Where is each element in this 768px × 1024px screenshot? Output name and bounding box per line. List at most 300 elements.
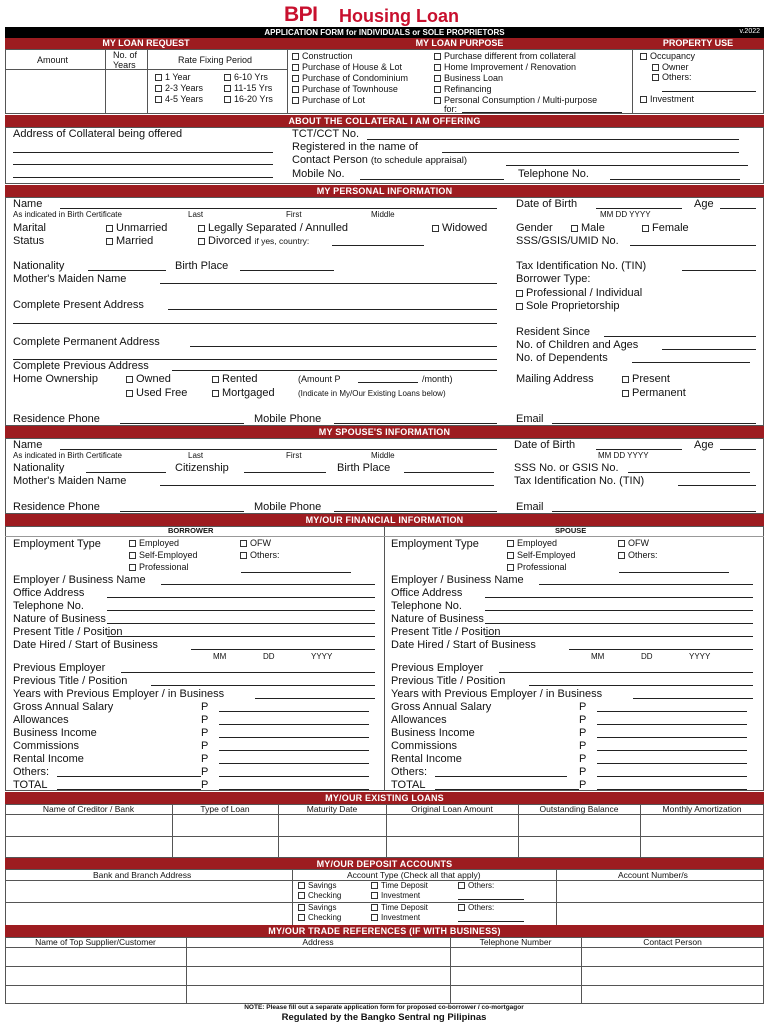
- spouse-employed-opt[interactable]: [507, 538, 557, 549]
- loan-cell[interactable]: [6, 815, 171, 835]
- professional-opt[interactable]: [516, 287, 642, 300]
- divider: [287, 49, 288, 114]
- rate-opt[interactable]: [155, 94, 203, 105]
- deposit-others-label: Others:: [468, 903, 495, 912]
- spouse-birth-place-label: Birth Place: [337, 462, 391, 474]
- checkbox[interactable]: [432, 225, 439, 232]
- checkbox[interactable]: [640, 96, 647, 103]
- widowed-opt[interactable]: [432, 222, 487, 235]
- deposit-time-opt[interactable]: [371, 903, 428, 913]
- present-address-field[interactable]: [168, 309, 497, 310]
- spouse-field-input[interactable]: [485, 610, 753, 611]
- registered-field[interactable]: [442, 152, 739, 153]
- dependents-label: No. of Dependents: [516, 352, 608, 364]
- spouse-emp-type-label: Employment Type: [391, 538, 479, 550]
- checkbox[interactable]: [652, 64, 659, 71]
- checkbox[interactable]: [292, 64, 299, 71]
- purpose-label: Refinancing: [444, 84, 492, 94]
- spouse-yyyy: YYYY: [689, 652, 711, 661]
- borrower-prev-input[interactable]: [151, 685, 375, 686]
- borrower-total-amount[interactable]: [219, 789, 369, 790]
- spouse-income-label: Gross Annual Salary: [391, 701, 492, 713]
- male-label: Male: [581, 222, 605, 234]
- checkbox[interactable]: [240, 552, 247, 559]
- loan-cell[interactable]: [519, 815, 639, 835]
- deposit-checking-opt[interactable]: [298, 891, 341, 901]
- borrower-income-input[interactable]: [219, 724, 369, 725]
- borrower-peso: P: [201, 766, 209, 778]
- spouse-dob-field[interactable]: [596, 449, 682, 450]
- borrower-income-input[interactable]: [219, 711, 369, 712]
- loan-cell[interactable]: [641, 837, 763, 857]
- trade-cell[interactable]: [187, 986, 449, 1003]
- spouse-field-input[interactable]: [485, 623, 753, 624]
- spouse-first: First: [286, 451, 302, 460]
- borrower-total-input[interactable]: [57, 789, 201, 790]
- checkbox[interactable]: [507, 552, 514, 559]
- permanent-opt[interactable]: [622, 387, 686, 400]
- others-opt[interactable]: [652, 72, 692, 83]
- loan-cell[interactable]: [641, 815, 763, 835]
- borrower-dd: DD: [263, 652, 275, 661]
- collateral-address-label: Address of Collateral being offered: [13, 128, 183, 140]
- trade-cell[interactable]: [451, 967, 580, 984]
- permanent-address-field-2[interactable]: [13, 359, 497, 360]
- borrower-prev-input[interactable]: [255, 698, 375, 699]
- spouse-professional-opt[interactable]: [507, 562, 567, 573]
- spouse-others-field[interactable]: [619, 572, 729, 573]
- rate-opt-label: 11-15 Yrs: [234, 83, 273, 93]
- purpose-opt[interactable]: [292, 73, 408, 84]
- checkbox[interactable]: [298, 914, 305, 921]
- spouse-field-input[interactable]: [569, 649, 753, 650]
- loan-cell[interactable]: [279, 837, 385, 857]
- rate-opt[interactable]: [155, 83, 203, 94]
- legally-label: Legally Separated / Annulled: [208, 222, 349, 234]
- deposit-savings-opt[interactable]: [298, 881, 336, 891]
- checkbox[interactable]: [371, 914, 378, 921]
- spouse-income-label: Business Income: [391, 727, 475, 739]
- rate-opt[interactable]: [224, 72, 268, 83]
- spouse-nationality-field[interactable]: [86, 472, 166, 473]
- checkbox[interactable]: [298, 892, 305, 899]
- investment-opt[interactable]: [640, 94, 694, 105]
- checkbox[interactable]: [642, 225, 649, 232]
- deposit-time-label: Time Deposit: [381, 903, 428, 912]
- res-phone-field[interactable]: [120, 423, 244, 424]
- spouse-field-input[interactable]: [485, 636, 753, 637]
- loan-cell[interactable]: [6, 837, 171, 857]
- spouse-self_emp-opt[interactable]: [507, 550, 576, 561]
- female-opt[interactable]: [642, 222, 689, 235]
- resident-since-label: Resident Since: [516, 326, 590, 338]
- form-subtitle: [5, 27, 764, 38]
- personal-header: MY PERSONAL INFORMATION: [5, 185, 764, 197]
- collateral-address-field[interactable]: [13, 164, 273, 165]
- contact-field[interactable]: [506, 165, 748, 166]
- spouse-sss-field[interactable]: [628, 472, 750, 473]
- spouse-income-input[interactable]: [597, 763, 747, 764]
- borrower-field-label: Present Title / Position: [13, 626, 123, 638]
- used-free-opt[interactable]: [126, 387, 187, 400]
- spouse-field-label: Employer / Business Name: [391, 574, 524, 586]
- borrower-income-input[interactable]: [219, 776, 369, 777]
- purpose-label: Construction: [302, 51, 353, 61]
- bank-branch-cell[interactable]: [7, 881, 290, 901]
- deposit-others-field[interactable]: [458, 921, 524, 922]
- rate-opt-label: 2-3 Years: [165, 83, 204, 93]
- deposit-others-opt[interactable]: [458, 903, 494, 913]
- spouse-prev-label: Years with Previous Employer / in Business: [391, 688, 603, 700]
- trade-cell[interactable]: [6, 948, 185, 965]
- borrower-employed-opt[interactable]: [129, 538, 179, 549]
- rent-amount-field[interactable]: [358, 382, 418, 383]
- sole-label: Sole Proprietorship: [526, 300, 620, 312]
- telephone-field[interactable]: [610, 179, 740, 180]
- borrower-field-input[interactable]: [107, 597, 375, 598]
- checkbox[interactable]: [571, 225, 578, 232]
- rented-opt[interactable]: [212, 373, 257, 386]
- loan-cell[interactable]: [173, 837, 277, 857]
- owned-opt[interactable]: [126, 373, 171, 386]
- trade-cell[interactable]: [187, 967, 449, 984]
- loan-cell[interactable]: [173, 815, 277, 835]
- spouse-peso: P: [579, 727, 587, 739]
- purpose-opt[interactable]: [434, 51, 576, 62]
- checkbox[interactable]: [292, 97, 299, 104]
- spouse-email-label: Email: [516, 501, 544, 513]
- telephone-label: Telephone No.: [518, 168, 589, 180]
- others-field[interactable]: [662, 91, 756, 92]
- mortgaged-opt[interactable]: [212, 387, 275, 400]
- spouse-prev-input[interactable]: [633, 698, 753, 699]
- purpose-opt[interactable]: [434, 95, 597, 106]
- trade-cell[interactable]: [6, 986, 185, 1003]
- amount-p: (Amount P: [298, 374, 341, 384]
- years-label-2: Years: [113, 60, 136, 70]
- borrower-emp-type-label: Employment Type: [13, 538, 101, 550]
- dependents-field[interactable]: [632, 362, 750, 363]
- checkbox[interactable]: [212, 390, 219, 397]
- resident-since-field[interactable]: [604, 336, 756, 337]
- deposit-savings-label: Savings: [308, 903, 337, 912]
- present-address-field[interactable]: [13, 323, 497, 324]
- spouse-prev-label: Previous Title / Position: [391, 675, 506, 687]
- borrower-others-income-name[interactable]: [57, 776, 201, 777]
- checkbox[interactable]: [126, 376, 133, 383]
- spouse-citizenship-field[interactable]: [244, 472, 326, 473]
- checkbox[interactable]: [292, 53, 299, 60]
- purpose-opt[interactable]: [434, 84, 492, 95]
- rented-label: Rented: [222, 373, 258, 385]
- as-indicated: As indicated in Birth Certificate: [13, 210, 122, 219]
- nationality-field[interactable]: [88, 270, 166, 271]
- checkbox[interactable]: [155, 85, 162, 92]
- rate-opt[interactable]: [155, 72, 191, 83]
- borrower-self_emp-opt[interactable]: [129, 550, 198, 561]
- trade-cell[interactable]: [582, 986, 763, 1003]
- deposit-investment-opt[interactable]: [371, 891, 420, 901]
- nationality-label: Nationality: [13, 260, 65, 272]
- spouse-peso: P: [579, 766, 587, 778]
- checkbox[interactable]: [292, 86, 299, 93]
- divider: [5, 69, 287, 70]
- spouse-others-opt[interactable]: [618, 550, 658, 561]
- checkbox[interactable]: [371, 892, 378, 899]
- checkbox[interactable]: [622, 376, 629, 383]
- checkbox[interactable]: [129, 552, 136, 559]
- spouse-total-input[interactable]: [435, 789, 579, 790]
- spouse-income-input[interactable]: [597, 711, 747, 712]
- spouse-name-label: Name: [13, 439, 43, 451]
- checkbox[interactable]: [106, 238, 113, 245]
- spouse-mobile-field[interactable]: [334, 511, 497, 512]
- spouse-income-input[interactable]: [597, 776, 747, 777]
- sole-opt[interactable]: [516, 300, 620, 313]
- mother-field[interactable]: [160, 283, 497, 284]
- loan-cell[interactable]: [387, 815, 517, 835]
- spouse-ofw-opt[interactable]: [618, 538, 649, 549]
- trade-cell[interactable]: [451, 948, 580, 965]
- financial-header: MY/OUR FINANCIAL INFORMATION: [5, 514, 764, 526]
- dob-format: MM DD YYYY: [600, 210, 651, 219]
- borrower-field-input[interactable]: [161, 584, 375, 585]
- spouse-income-input[interactable]: [597, 724, 747, 725]
- tct-field[interactable]: [367, 139, 739, 140]
- borrower-income-input[interactable]: [219, 763, 369, 764]
- spouse-professional-label: Professional: [517, 562, 567, 572]
- checkbox[interactable]: [224, 74, 231, 81]
- collateral-address-field[interactable]: [13, 177, 273, 178]
- loans-col-header: Monthly Amortization: [662, 804, 742, 814]
- age-field[interactable]: [720, 208, 756, 209]
- spouse-income-label: Allowances: [391, 714, 447, 726]
- name-field[interactable]: [60, 208, 497, 209]
- deposit-savings-opt[interactable]: [298, 903, 336, 913]
- deposit-time-opt[interactable]: [371, 881, 428, 891]
- checkbox[interactable]: [434, 75, 441, 82]
- trade-cell[interactable]: [451, 986, 580, 1003]
- checkbox[interactable]: [434, 64, 441, 71]
- spouse-age-field[interactable]: [720, 449, 756, 450]
- trade-col-header: Contact Person: [643, 937, 702, 947]
- borrower-peso: P: [201, 701, 209, 713]
- borrower-field-input[interactable]: [191, 649, 375, 650]
- spouse-birth-place-field[interactable]: [404, 472, 494, 473]
- spouse-field-input[interactable]: [539, 584, 753, 585]
- trade-cell[interactable]: [582, 948, 763, 965]
- male-opt[interactable]: [571, 222, 605, 235]
- checkbox[interactable]: [458, 904, 465, 911]
- status-label: Status: [13, 235, 45, 247]
- checkbox[interactable]: [240, 540, 247, 547]
- registered-label: Registered in the name of: [292, 141, 418, 153]
- investment-label: Investment: [650, 94, 695, 104]
- checkbox[interactable]: [434, 97, 441, 104]
- loan-cell[interactable]: [279, 815, 385, 835]
- purpose-opt[interactable]: [434, 73, 503, 84]
- borrower-field-input[interactable]: [107, 610, 375, 611]
- dob-field[interactable]: [596, 208, 682, 209]
- checkbox[interactable]: [652, 74, 659, 81]
- checkbox[interactable]: [618, 540, 625, 547]
- country-field[interactable]: [332, 245, 424, 246]
- spouse-prev-input[interactable]: [499, 672, 753, 673]
- checkbox[interactable]: [434, 53, 441, 60]
- deposit-investment-opt[interactable]: [371, 913, 420, 923]
- checkbox[interactable]: [516, 303, 523, 310]
- unmarried-opt[interactable]: [106, 222, 167, 235]
- checkbox[interactable]: [507, 564, 514, 571]
- previous-address-field[interactable]: [172, 370, 497, 371]
- rate-opt-label: 16-20 Yrs: [234, 94, 273, 104]
- collateral-address-field[interactable]: [13, 152, 273, 153]
- sss-field[interactable]: [630, 245, 756, 246]
- mobile-phone-field[interactable]: [334, 423, 497, 424]
- checkbox[interactable]: [298, 904, 305, 911]
- spouse-field-input[interactable]: [485, 597, 753, 598]
- purpose-opt[interactable]: [292, 51, 353, 62]
- checkbox[interactable]: [129, 564, 136, 571]
- borrower-employed-label: Employed: [139, 538, 180, 548]
- spouse-income-input[interactable]: [597, 737, 747, 738]
- spouse-mother-field[interactable]: [160, 485, 494, 486]
- borrower-prev-label: Previous Employer: [13, 662, 106, 674]
- checkbox[interactable]: [434, 86, 441, 93]
- checkbox[interactable]: [516, 290, 523, 297]
- tin-field[interactable]: [682, 270, 756, 271]
- permanent-label: Permanent: [632, 387, 686, 399]
- owned-label: Owned: [136, 373, 171, 385]
- purpose-opt[interactable]: [292, 95, 365, 106]
- checkbox[interactable]: [155, 96, 162, 103]
- present-opt[interactable]: [622, 373, 670, 386]
- spouse-res-phone-field[interactable]: [120, 511, 244, 512]
- trade-cell[interactable]: [582, 967, 763, 984]
- checkbox[interactable]: [106, 225, 113, 232]
- mobile-field[interactable]: [360, 179, 504, 180]
- checkbox[interactable]: [371, 904, 378, 911]
- female-label: Female: [652, 222, 689, 234]
- spouse-peso: P: [579, 701, 587, 713]
- checkbox[interactable]: [129, 540, 136, 547]
- spouse-income-label: TOTAL: [391, 779, 426, 791]
- present-address-label: Complete Present Address: [13, 299, 144, 311]
- spouse-income-input[interactable]: [597, 750, 747, 751]
- borrower-field-label: Date Hired / Start of Business: [13, 639, 158, 651]
- checkbox[interactable]: [618, 552, 625, 559]
- bank-branch-cell[interactable]: [7, 903, 290, 923]
- divorced-opt[interactable]: [198, 235, 309, 248]
- loans-col-header: Outstanding Balance: [539, 804, 619, 814]
- checkbox[interactable]: [198, 238, 205, 245]
- rate-opt[interactable]: [224, 94, 273, 105]
- borrower-income-input[interactable]: [219, 737, 369, 738]
- checkbox[interactable]: [224, 96, 231, 103]
- purpose-for-field[interactable]: [462, 112, 622, 113]
- occupancy-opt[interactable]: [640, 51, 695, 62]
- borrower-peso: P: [201, 727, 209, 739]
- checkbox[interactable]: [371, 882, 378, 889]
- purpose-label: Home Improvement / Renovation: [444, 62, 577, 72]
- age-label: Age: [694, 198, 714, 210]
- loans-col-header: Type of Loan: [200, 804, 250, 814]
- checkbox[interactable]: [458, 882, 465, 889]
- spouse-as-indicated: As indicated in Birth Certificate: [13, 451, 122, 460]
- spouse-email-field[interactable]: [552, 511, 756, 512]
- purpose-opt[interactable]: [292, 62, 402, 73]
- children-field[interactable]: [662, 349, 756, 350]
- rate-opt-label: 4-5 Years: [165, 94, 204, 104]
- tin-label: Tax Identification No. (TIN): [516, 260, 647, 272]
- email-field[interactable]: [552, 423, 756, 424]
- borrower-field-input[interactable]: [107, 623, 375, 624]
- borrower-ofw-opt[interactable]: [240, 538, 271, 549]
- checkbox[interactable]: [292, 75, 299, 82]
- purpose-opt[interactable]: [434, 62, 576, 73]
- checkbox[interactable]: [198, 225, 205, 232]
- collateral-header: ABOUT THE COLLATERAL I AM OFFERING: [5, 115, 764, 127]
- spouse-nationality-label: Nationality: [13, 462, 65, 474]
- purpose-opt[interactable]: [292, 84, 398, 95]
- borrower-income-input[interactable]: [219, 750, 369, 751]
- borrower-prev-input[interactable]: [121, 672, 375, 673]
- borrower-professional-opt[interactable]: [129, 562, 189, 573]
- borrower-others-opt[interactable]: [240, 550, 280, 561]
- checkbox[interactable]: [507, 540, 514, 547]
- checkbox[interactable]: [298, 882, 305, 889]
- deposit-others-opt[interactable]: [458, 881, 494, 891]
- loan-cell[interactable]: [519, 837, 639, 857]
- checkbox[interactable]: [622, 390, 629, 397]
- spouse-prev-input[interactable]: [529, 685, 753, 686]
- trade-cell[interactable]: [187, 948, 449, 965]
- borrower-field-input[interactable]: [107, 636, 375, 637]
- account-number-cell[interactable]: [558, 881, 762, 901]
- married-opt[interactable]: [106, 235, 153, 248]
- owner-label: Owner: [662, 62, 689, 72]
- legally-separated-opt[interactable]: [198, 222, 348, 235]
- loans-col-header: Maturity Date: [306, 804, 358, 814]
- spouse-peso: P: [579, 753, 587, 765]
- borrower-peso: P: [201, 779, 209, 791]
- deposit-checking-opt[interactable]: [298, 913, 341, 923]
- birth-place-field[interactable]: [240, 270, 334, 271]
- deposit-checking-label: Checking: [308, 913, 342, 922]
- spouse-field-label: Present Title / Position: [391, 626, 501, 638]
- borrower-self_emp-label: Self-Employed: [139, 550, 198, 560]
- checkbox[interactable]: [224, 85, 231, 92]
- checkbox[interactable]: [212, 376, 219, 383]
- checkbox[interactable]: [155, 74, 162, 81]
- spouse-others-income-name[interactable]: [435, 776, 567, 777]
- spouse-name-field[interactable]: [60, 449, 497, 450]
- spouse-tin-field[interactable]: [678, 485, 756, 486]
- spouse-age-label: Age: [694, 439, 714, 451]
- borrower-others-field[interactable]: [241, 572, 351, 573]
- account-number-cell[interactable]: [558, 903, 762, 923]
- divider: [556, 869, 557, 926]
- purpose-label: Purchase different from collateral: [444, 51, 576, 61]
- deposit-others-field[interactable]: [458, 899, 524, 900]
- loan-cell[interactable]: [387, 837, 517, 857]
- checkbox[interactable]: [640, 53, 647, 60]
- rate-opt[interactable]: [224, 83, 272, 94]
- trade-cell[interactable]: [6, 967, 185, 984]
- checkbox[interactable]: [126, 390, 133, 397]
- permanent-address-field[interactable]: [190, 346, 497, 347]
- spouse-total-amount[interactable]: [597, 789, 747, 790]
